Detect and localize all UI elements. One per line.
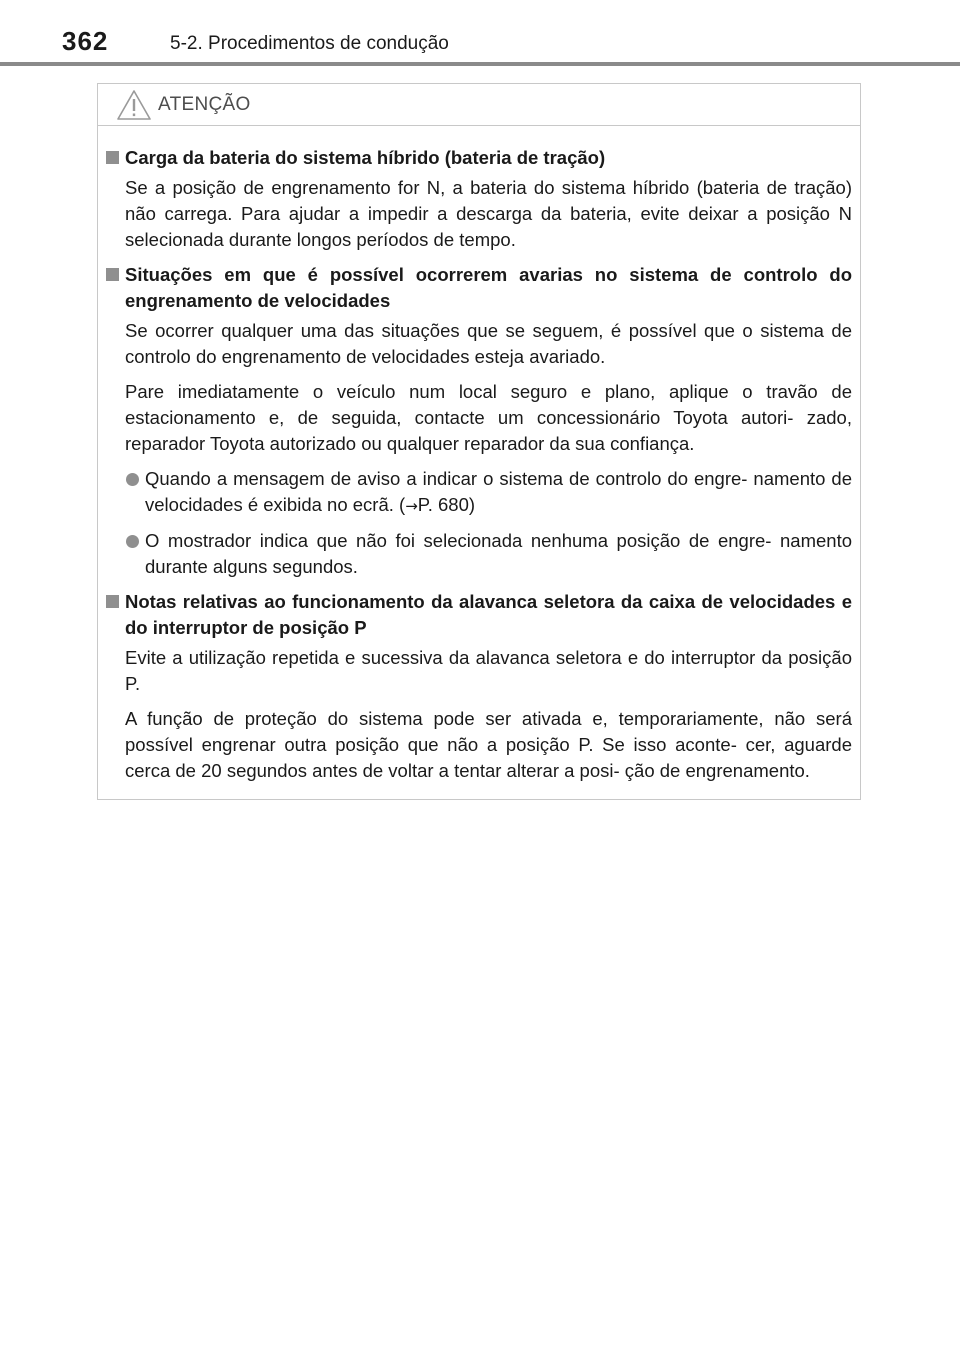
paragraph: Evite a utilização repetida e sucessiva da alavanca seletora e do interruptor da posição P. (125, 647, 852, 694)
caution-box (97, 83, 861, 800)
topic-shift-lever-notes (105, 589, 852, 784)
topic-heading: Carga da bateria do sistema híbrido (bateria de tração) (105, 145, 852, 171)
warning-triangle-icon (116, 89, 152, 121)
list-item: Quando a mensagem de aviso a indicar o sistema de controlo do engre- namento de velocidades é exibida no ecrã. (→P. 680) (105, 466, 852, 519)
round-bullet-icon (126, 535, 139, 548)
topic-heading: Situações em que é possível ocorrerem avarias no sistema de controlo do engrenamento de velocidades (105, 262, 852, 314)
square-bullet-icon (106, 595, 119, 608)
topic-malfunction-situations (105, 262, 852, 580)
page-reference: P. 680) (417, 494, 476, 515)
list-item: O mostrador indica que não foi selecionada nenhuma posição de engre- namento durante alguns segundos. (105, 528, 852, 580)
paragraph: Se a posição de engrenamento for N, a bateria do sistema híbrido (bateria de tração) não carrega. Para ajudar a impedir a descarga da bateria, evite deixar a posição N selecionada durante longos períodos de tempo. (125, 177, 852, 250)
paragraph: Se ocorrer qualquer uma das situações que se seguem, é possível que o sistema de controlo do engrenamento de velocidades esteja avariado. (125, 320, 852, 367)
page-header (0, 0, 960, 64)
paragraph: Pare imediatamente o veículo num local seguro e plano, aplique o travão de estacionamento e, de seguida, contacte um concessionário Toyota autori- zado, reparador Toyota autorizado ou qualquer reparador da sua confiança. (125, 381, 852, 454)
paragraph: A função de proteção do sistema pode ser ativada e, temporariamente, não será possível engrenar outra posição que não a posição P. Se isso aconte- cer, aguarde cerca de 20 segundos antes de voltar a tentar alterar a posi- ção de engrenamento. (125, 708, 852, 781)
arrow-right-icon: → (405, 497, 418, 515)
topic-battery-charge (105, 145, 852, 253)
square-bullet-icon (106, 268, 119, 281)
caution-title: ATENÇÃO (158, 94, 251, 115)
square-bullet-icon (106, 151, 119, 164)
header-divider (0, 62, 960, 66)
caution-header (98, 84, 860, 126)
section-title: 5-2. Procedimentos de condução (170, 33, 449, 54)
round-bullet-icon (126, 473, 139, 486)
caution-body (98, 126, 860, 784)
page-number: 362 (62, 26, 109, 56)
topic-heading: Notas relativas ao funcionamento da alavanca seletora da caixa de velocidades e do interruptor de posição P (105, 589, 852, 641)
